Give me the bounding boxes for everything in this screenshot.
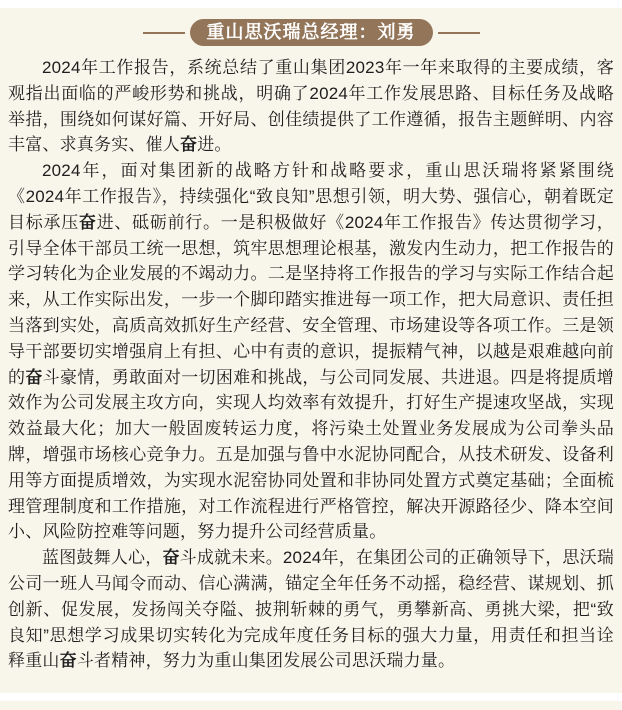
- title-badge: 重山思沃瑞总经理：刘勇: [190, 19, 433, 46]
- paragraph-2: 2024年，面对集团新的战略方针和战略要求，重山思沃瑞将紧紧围绕《2024年工作报告》，持续强化“致良知”思想引领，明大势、强信心，朝着既定目标承压奋进、砥砺前行。一是积极做好《2024年工作报告》传达贯彻学习，引导全体干部员工统一思想，筑牢思想理论根基，激发内生动力，把工作报告的学习转化为企业发展的不竭动力。二是坚持将工作报告的学习与实际工作结合起来，从工作实际出发，一步一个脚印踏实推进每一项工作，把大局意识、责任担当落到实处，高质高效抓好生产经营、安全管理、市场建设等各项工作。三是领导干部要切实增强肩上有担、心中有责的意识，提振精气神，以越是艰难越向前的奋斗豪情，勇敢面对一切困难和挑战，与公司同发展、共进退。四是将提质增效作为公司发展主攻方向，实现人均效率有效提升，打好生产提速攻坚战，实现效益最大化；加大一般固废转运力度，将污染土处置业务发展成为公司拳头品牌，增强市场核心竞争力。五是加强与鲁中水泥协同配合，从技术研发、设备利用等方面提质增效，为实现水泥窑协同处置和非协同处置方式奠定基础；全面梳理管理制度和工作措施，对工作流程进行严格管控，解决开源路径少、降本空间小、风险防控难等问题，努力提升公司经营质量。: [8, 161, 615, 542]
- paragraph-3: 蓝图鼓舞人心，奋斗成就未来。2024年，在集团公司的正确领导下，思沃瑞公司一班人马闻令而动、信心满满，锚定全年任务不动摇，稳经营、谋规划、抓创新、促发展，发扬闯关夺隘、披荆斩棘的勇气，勇攀新高、勇挑大梁，把“致良知”思想学习成果切实转化为完成年度任务目标的强大力量，用责任和担当诠释重山奋斗者精神，努力为重山集团发展公司思沃瑞力量。: [8, 548, 615, 671]
- paragraph-1: 2024年工作报告，系统总结了重山集团2023年一年来取得的主要成绩，客观指出面临的严峻形势和挑战，明确了2024年工作发展思路、目标任务及战略举措，围绕如何谋好篇、开好局、创佳绩提供了工作遵循，报告主题鲜明、内容丰富、求真务实、催人奋进。: [8, 58, 614, 155]
- report-card: [0, 8, 622, 693]
- title-rule-right: [438, 32, 480, 34]
- title-rule-left: [143, 32, 185, 34]
- next-card-top-edge: [0, 701, 622, 710]
- article-body: [0, 46, 622, 674]
- section-header: [0, 8, 622, 46]
